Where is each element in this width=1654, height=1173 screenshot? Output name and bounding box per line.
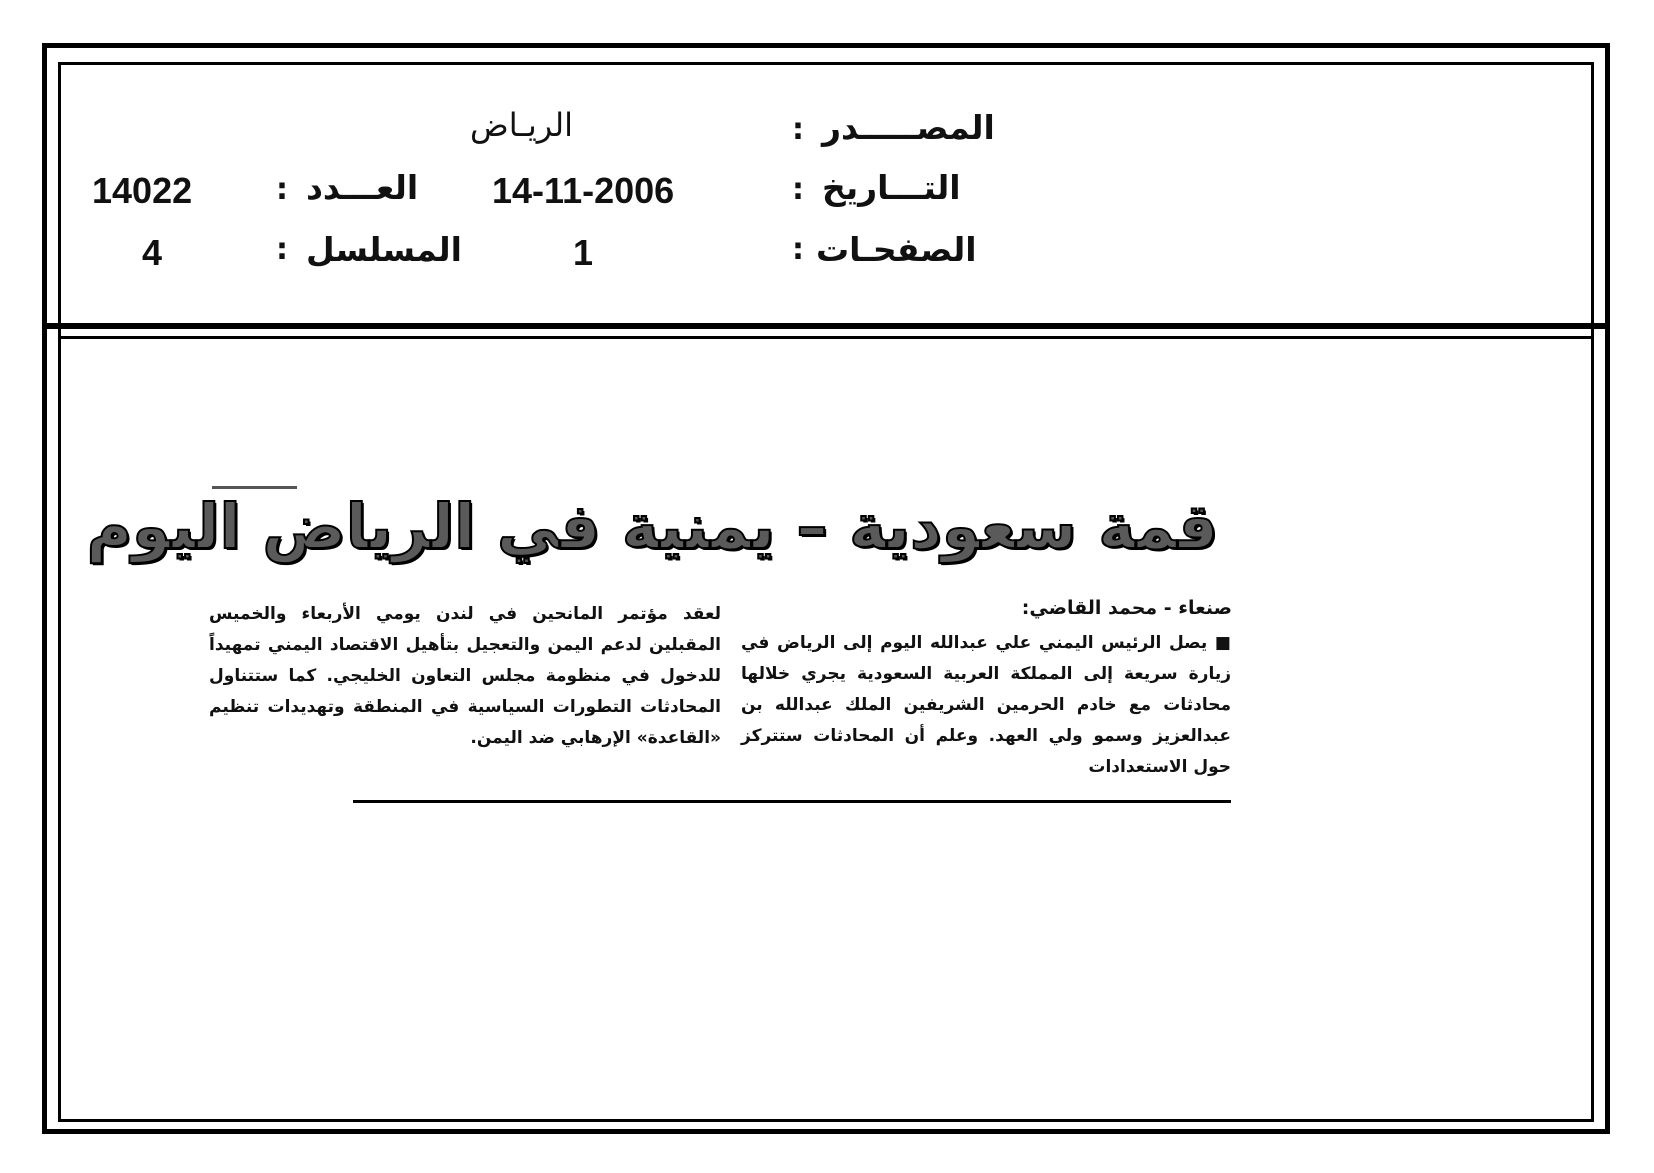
date-label: التـــاريخ: [822, 168, 961, 207]
article-byline: صنعاء - محمد القاضي:: [1021, 597, 1232, 619]
headline-top-rule: [212, 486, 297, 489]
date-value: 14-11-2006: [492, 170, 675, 211]
article-headline: قمة سعودية – يمنية في الرياض اليوم: [86, 490, 1218, 563]
pages-label: الصفحـات: [816, 230, 977, 269]
date-colon: :: [792, 172, 804, 207]
issue-label: العـــدد: [306, 168, 419, 207]
header-divider-thick: [42, 323, 1610, 329]
serial-colon: :: [276, 232, 288, 267]
serial-value: 4: [142, 232, 163, 273]
source-value: الريـاض: [470, 106, 574, 144]
serial-label: المسلسل: [306, 230, 462, 269]
issue-value: 14022: [92, 170, 193, 211]
article-bottom-rule: [353, 800, 1231, 803]
article-text-right: ■ يصل الرئيس اليمني علي عبدالله اليوم إلى الرياض في زيارة سريعة إلى المملكة العربية السعودية يجري خلالها محادثات مع خادم الحرمين الشريفين الملك عبدالله بن عبدالعزيز وسمو ولي العهد. وعلم أن المحادثات ستتركز حول الاستعدادات: [741, 633, 1231, 777]
article-column-left: [209, 599, 721, 754]
article-text-left: لعقد مؤتمر المانحين في لندن يومي الأربعاء والخميس المقبلين لدعم اليمن والتعجيل بتأهيل الاقتصاد اليمني تمهيداً للدخول في منظومة مجلس التعاون الخليجي. كما ستتناول المحادثات التطورات السياسية في المنطقة وتهديدات تنظيم «القاعدة» الإرهابي ضد اليمن.: [209, 604, 721, 748]
inner-border: [58, 62, 1594, 1122]
header-divider-thin: [58, 336, 1594, 339]
source-label: المصـــــدر: [822, 108, 995, 147]
source-colon: :: [792, 112, 804, 147]
pages-colon: :: [792, 232, 804, 267]
issue-colon: :: [276, 172, 288, 207]
pages-value: 1: [573, 232, 594, 273]
article-column-right: [741, 628, 1231, 783]
